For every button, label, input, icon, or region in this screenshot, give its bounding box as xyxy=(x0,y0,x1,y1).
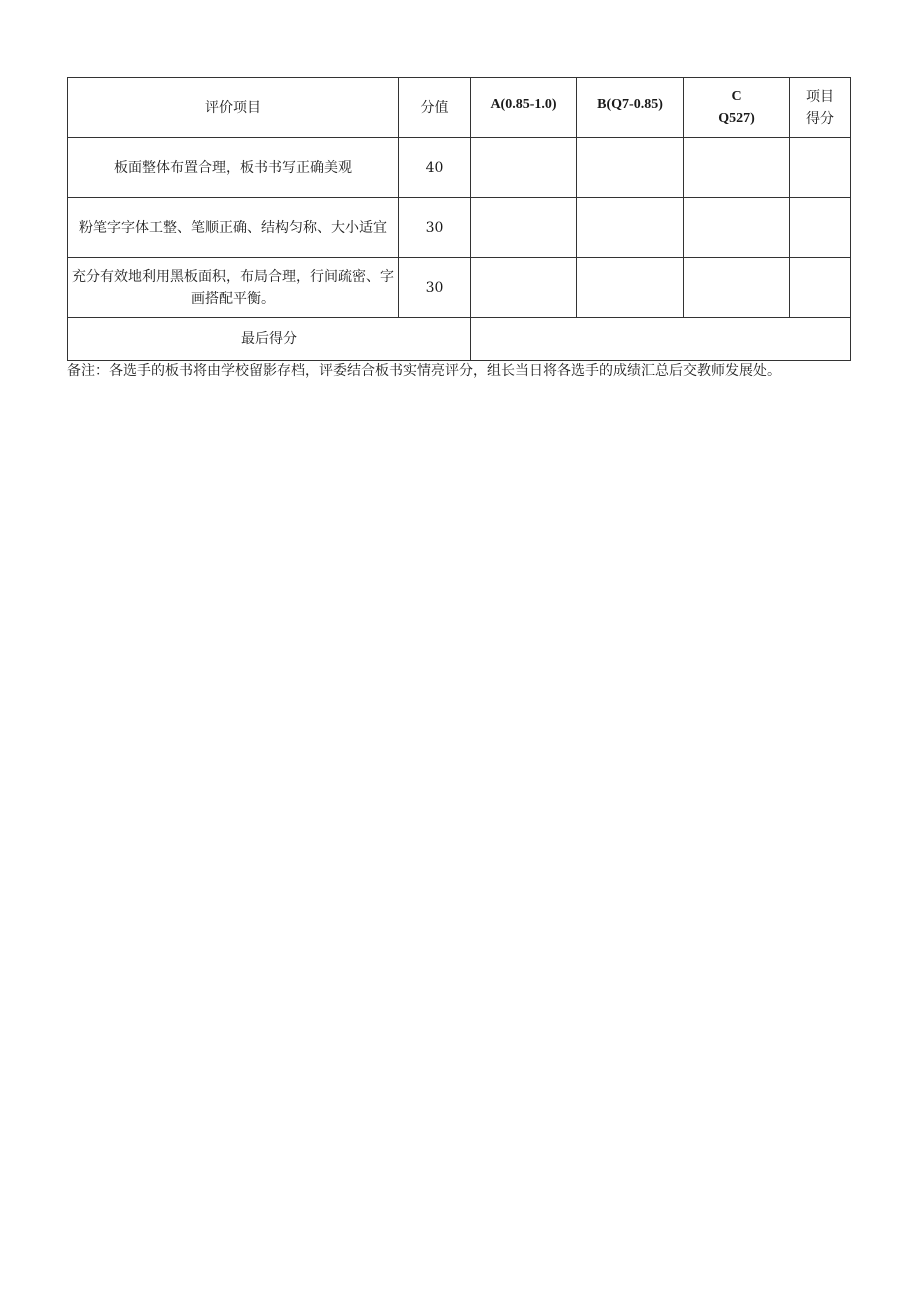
table-row xyxy=(68,138,851,198)
row-score: 40 xyxy=(399,138,471,198)
total-label: 最后得分 xyxy=(68,318,471,361)
row-grade-b-cell xyxy=(577,138,684,198)
total-row xyxy=(68,318,851,361)
evaluation-sheet xyxy=(67,77,850,361)
row-grade-c-cell xyxy=(684,258,790,318)
row-score: 30 xyxy=(399,258,471,318)
row-project-score-cell xyxy=(790,138,851,198)
row-score: 30 xyxy=(399,198,471,258)
row-project-score-cell xyxy=(790,198,851,258)
row-item-text: 板面整体布置合理，板书书写正确美观 xyxy=(68,138,399,198)
row-grade-a-cell xyxy=(471,138,577,198)
header-grade-a: A(0.85-1.0) xyxy=(471,78,577,138)
header-project-score xyxy=(790,78,851,138)
evaluation-table xyxy=(67,77,851,361)
row-grade-b-cell xyxy=(577,258,684,318)
header-item: 评价项目 xyxy=(68,78,399,138)
row-item-text: 粉笔字字体工整、笔顺正确、结构匀称、大小适宜 xyxy=(68,198,399,258)
header-grade-b: B(Q7-0.85) xyxy=(577,78,684,138)
table-row xyxy=(68,258,851,318)
total-score-cell xyxy=(471,318,851,361)
row-item-text: 充分有效地利用黑板面积，布局合理，行间疏密、字画搭配平衡。 xyxy=(68,258,399,318)
header-grade-c xyxy=(684,78,790,138)
row-project-score-cell xyxy=(790,258,851,318)
row-grade-a-cell xyxy=(471,198,577,258)
remark-note: 备注：各选手的板书将由学校留影存档，评委结合板书实情亮评分，组长当日将各选手的成绩汇总后交教师发展处。 xyxy=(67,363,781,379)
header-project-score-line1: 项目 xyxy=(806,88,834,105)
header-grade-c-line1: C xyxy=(731,88,742,104)
row-grade-a-cell xyxy=(471,258,577,318)
row-grade-c-cell xyxy=(684,138,790,198)
header-project-score-line2: 得分 xyxy=(806,110,834,127)
table-row xyxy=(68,198,851,258)
header-score-value: 分值 xyxy=(399,78,471,138)
table-header-row xyxy=(68,78,851,138)
header-grade-c-line2: Q527) xyxy=(718,110,755,126)
row-grade-b-cell xyxy=(577,198,684,258)
row-grade-c-cell xyxy=(684,198,790,258)
